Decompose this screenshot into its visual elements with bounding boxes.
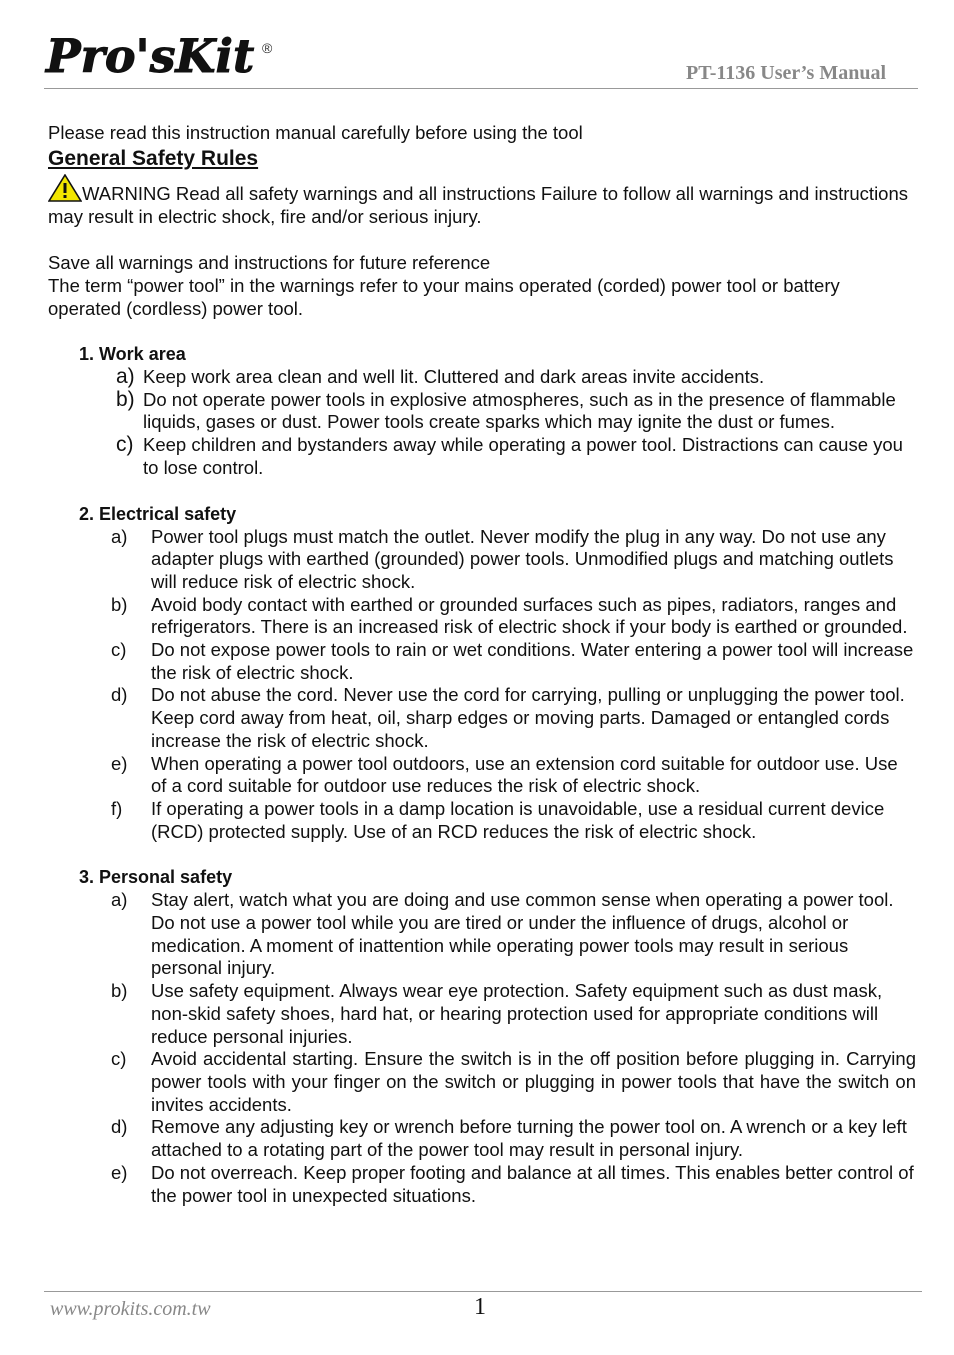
warning-triangle-icon (48, 174, 82, 202)
list-item (48, 434, 916, 479)
spacer (48, 843, 916, 866)
save-text: Save all warnings and instructions for future reference (48, 252, 491, 273)
page-footer (44, 1291, 922, 1332)
list-item (48, 753, 916, 798)
item-list (48, 889, 916, 1207)
list-item (48, 1116, 916, 1161)
list-item (48, 526, 916, 594)
spacer (48, 480, 916, 503)
list-item (48, 1048, 916, 1116)
item-marker: e) (111, 752, 128, 774)
item-text: Power tool plugs must match the outlet. Never modify the plug in any way. Do not use any adapter plugs with earthed (grounded) power tools. Unmodified plugs and matching outlets will reduce risk of electric shock. (151, 525, 894, 592)
term-text: The term “power tool” in the warnings refer to your mains operated (corded) power tool or battery operated (cordless) power tool. (48, 275, 840, 319)
section-heading: 1. Work area (79, 344, 186, 364)
item-list (48, 526, 916, 844)
list-item (48, 684, 916, 752)
item-text: Keep children and bystanders away while operating a power tool. Distractions can cause you to lose control. (143, 434, 903, 478)
warning-paragraph (48, 174, 916, 228)
item-text: Avoid accidental starting. Ensure the switch is in the off position before plugging in. Carrying power tools with your finger on the switch or plugging in power tools that have the switch on invites accidents. (151, 1048, 916, 1115)
item-text: Do not operate power tools in explosive atmospheres, such as in the presence of flammable liquids, gases or dust. Power tools create sparks which may ignite the dust or fumes. (143, 388, 896, 433)
manual-title: PT-1136 User’s Manual (686, 62, 886, 84)
item-marker: f) (111, 797, 123, 819)
footer-url: www.prokits.com.tw (50, 1298, 211, 1320)
registered-mark: ® (262, 40, 273, 56)
item-marker: c) (111, 639, 127, 661)
spacer (48, 320, 916, 343)
item-marker: b) (116, 387, 135, 411)
item-marker: d) (111, 684, 128, 706)
item-marker: c) (116, 433, 134, 457)
item-text: Do not overreach. Keep proper footing and balance at all times. This enables better control of the power tool in unexpected situations. (151, 1161, 914, 1206)
item-text: Do not abuse the cord. Never use the cord for carrying, pulling or unplugging the power tool. Keep cord away from heat, oil, sharp edges or moving parts. Damaged or entangled cords increase the risk of electric shock. (151, 684, 905, 751)
item-text: Remove any adjusting key or wrench before turning the power tool on. A wrench or a key left attached to a rotating part of the power tool may result in personal injury. (151, 1116, 907, 1161)
spacer (48, 228, 916, 251)
list-item (48, 366, 916, 389)
list-item (48, 798, 916, 843)
item-text: If operating a power tools in a damp location is unavoidable, use a residual current device (RCD) protected supply. Use of an RCD reduces the risk of electric shock. (151, 797, 885, 842)
item-text: When operating a power tool outdoors, use an extension cord suitable for outdoor use. Use of a cord suitable for outdoor use reduces the risk of electric shock. (151, 752, 898, 797)
section-heading: 2. Electrical safety (79, 503, 237, 524)
item-marker: d) (111, 1116, 128, 1138)
list-item (48, 389, 916, 434)
item-text: Do not expose power tools to rain or wet conditions. Water entering a power tool will increase the risk of electric shock. (151, 639, 914, 683)
item-marker: b) (111, 593, 128, 615)
item-marker: b) (111, 980, 128, 1002)
list-item (48, 980, 916, 1048)
item-text: Avoid body contact with earthed or grounded surfaces such as pipes, radiators, ranges and refrigerators. There is an increased risk of electric shock if your body is earthed or grounded. (151, 593, 908, 638)
logo-text: Pro'sKit (46, 29, 255, 83)
list-item (48, 889, 916, 980)
item-marker: c) (111, 1048, 127, 1070)
section-electrical-safety (48, 503, 916, 844)
item-text: Keep work area clean and well lit. Cluttered and dark areas invite accidents. (143, 366, 765, 387)
page-content (48, 121, 916, 1207)
item-marker: e) (111, 1161, 128, 1183)
page-number: 1 (474, 1294, 486, 1320)
section-title: General Safety Rules (48, 147, 259, 170)
page-header (44, 28, 918, 89)
proskit-logo (46, 28, 273, 84)
item-list (48, 366, 916, 480)
list-item (48, 1162, 916, 1207)
list-item (48, 639, 916, 684)
item-marker: a) (111, 889, 128, 911)
list-item (48, 594, 916, 639)
item-marker: a) (111, 525, 128, 547)
section-heading: 3. Personal safety (79, 867, 233, 888)
warning-text: WARNING Read all safety warnings and all instructions Failure to follow all warnings and instructions may result in electric shock, fire and/or serious injury. (48, 183, 909, 227)
item-marker: a) (116, 365, 135, 388)
section-work-area (48, 343, 916, 480)
item-text: Use safety equipment. Always wear eye protection. Safety equipment such as dust mask, non-skid safety shoes, hard hat, or hearing protection used for appropriate conditions will reduce personal injuries. (151, 980, 883, 1047)
section-personal-safety (48, 866, 916, 1207)
item-text: Stay alert, watch what you are doing and use common sense when operating a power tool. Do not use a power tool while you are tired or under the influence of drugs, alcohol or medication. A moment of inattention while operating power tools may result in serious personal injury. (151, 889, 894, 979)
intro-text: Please read this instruction manual carefully before using the tool (48, 122, 583, 143)
